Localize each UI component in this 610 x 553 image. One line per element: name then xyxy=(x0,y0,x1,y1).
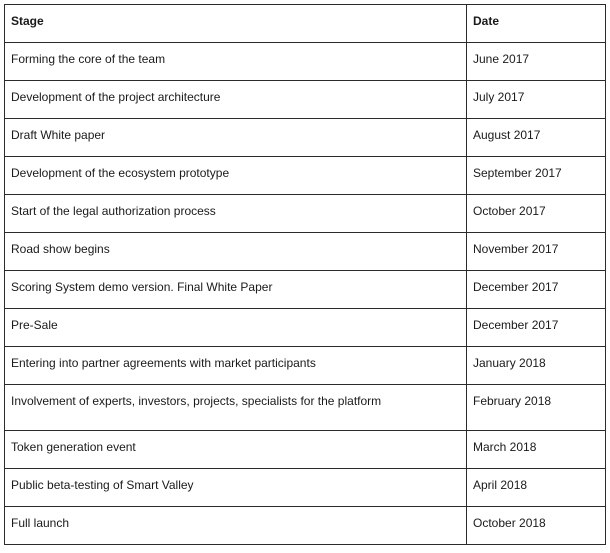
stage-cell: Token generation event xyxy=(5,431,467,469)
table-row xyxy=(5,347,606,385)
stage-cell: Draft White paper xyxy=(5,119,467,157)
table-row xyxy=(5,271,606,309)
date-cell: September 2017 xyxy=(467,157,606,195)
roadmap-table-container xyxy=(4,4,605,545)
stage-cell: Public beta-testing of Smart Valley xyxy=(5,469,467,507)
date-cell: June 2017 xyxy=(467,43,606,81)
stage-cell: Pre-Sale xyxy=(5,309,467,347)
stage-cell: Start of the legal authorization process xyxy=(5,195,467,233)
date-cell: October 2017 xyxy=(467,195,606,233)
table-row xyxy=(5,119,606,157)
date-cell: March 2018 xyxy=(467,431,606,469)
stage-cell: Scoring System demo version. Final White Paper xyxy=(5,271,467,309)
date-cell: December 2017 xyxy=(467,309,606,347)
date-cell: February 2018 xyxy=(467,385,606,431)
date-cell: October 2018 xyxy=(467,507,606,545)
date-cell: July 2017 xyxy=(467,81,606,119)
stage-cell: Forming the core of the team xyxy=(5,43,467,81)
header-stage: Stage xyxy=(5,5,467,43)
roadmap-table xyxy=(4,4,606,545)
date-cell: August 2017 xyxy=(467,119,606,157)
table-row xyxy=(5,195,606,233)
stage-cell: Entering into partner agreements with market participants xyxy=(5,347,467,385)
stage-cell: Road show begins xyxy=(5,233,467,271)
table-row xyxy=(5,81,606,119)
stage-cell: Full launch xyxy=(5,507,467,545)
date-cell: December 2017 xyxy=(467,271,606,309)
table-row xyxy=(5,385,606,431)
date-cell: November 2017 xyxy=(467,233,606,271)
table-row xyxy=(5,43,606,81)
stage-cell: Development of the project architecture xyxy=(5,81,467,119)
table-header-row xyxy=(5,5,606,43)
table-row xyxy=(5,157,606,195)
header-date: Date xyxy=(467,5,606,43)
table-row xyxy=(5,507,606,545)
table-row xyxy=(5,233,606,271)
table-row xyxy=(5,431,606,469)
table-row xyxy=(5,309,606,347)
table-row xyxy=(5,469,606,507)
date-cell: January 2018 xyxy=(467,347,606,385)
date-cell: April 2018 xyxy=(467,469,606,507)
stage-cell: Development of the ecosystem prototype xyxy=(5,157,467,195)
stage-cell: Involvement of experts, investors, projects, specialists for the platform xyxy=(5,385,467,431)
